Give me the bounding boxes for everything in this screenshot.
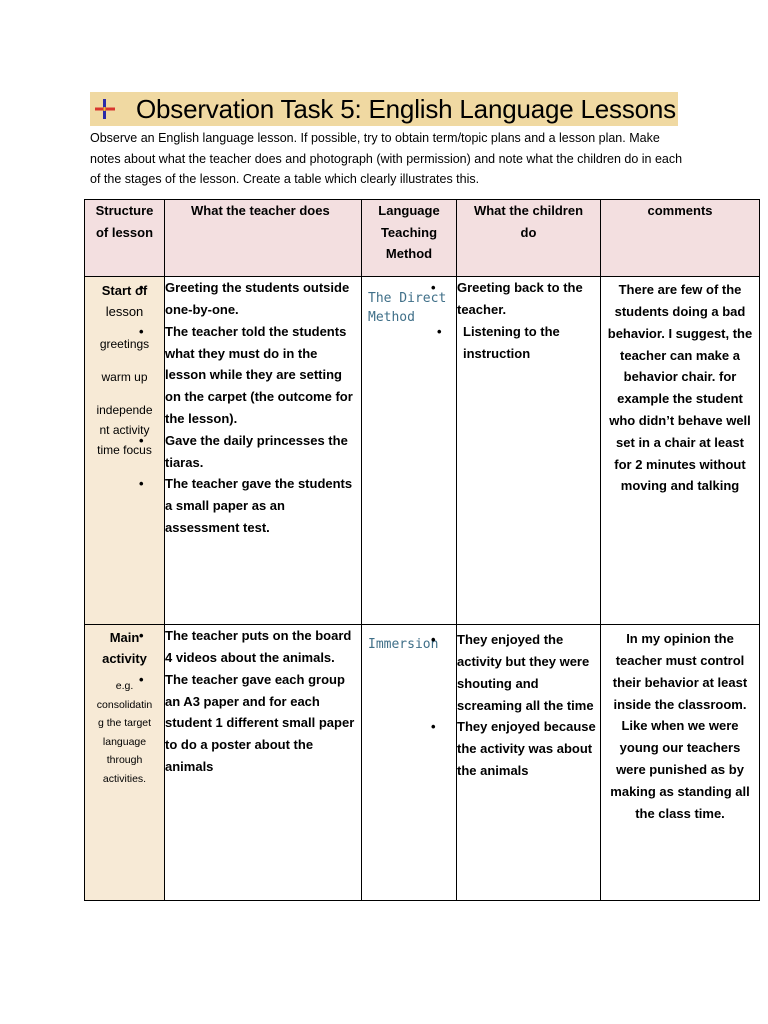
header-children: What the children do [457, 200, 601, 277]
list-item: • Greeting back to the teacher. [457, 277, 600, 321]
list-item: • They enjoyed the activity but they were shouting and screaming all the time [457, 629, 600, 716]
list-item: • Gave the daily princesses the tiaras. [165, 430, 361, 474]
children-cell-start [457, 277, 601, 625]
observation-table [84, 199, 760, 901]
list-item: • Listening to the instruction [463, 321, 600, 365]
header-method: Language Teaching Method [362, 200, 457, 277]
list-item: • The teacher gave each group an A3 paper and for each student 1 different small paper to do a poster about the animals [165, 669, 361, 778]
list-item: • The teacher gave the students a small paper as an assessment test. [165, 473, 361, 538]
children-list-main [457, 625, 600, 782]
comment-cell-start: There are few of the students doing a bad behavior. I suggest, the teacher can make a behavior chair. for example the student who didn’t behave well set in a chair at least for 2 minutes without moving and talking [601, 277, 760, 625]
list-item: • The teacher told the students what they must do in the lesson while they are setting on the carpet (the outcome for the lesson). [165, 321, 361, 430]
teacher-list-start [165, 277, 361, 539]
header-structure: Structure of lesson [85, 200, 165, 277]
header-comments: comments [601, 200, 760, 277]
instructions-paragraph: Observe an English language lesson. If possible, try to obtain term/topic plans and a lesson plan. Make notes about what the teacher does and photograph (with permission) and note what the children do in each of the stages of the lesson. Create a table which clearly illustrates this. [90, 131, 683, 186]
children-cell-main [457, 625, 601, 901]
table-row-start [85, 277, 760, 625]
pin-bullet-icon [94, 98, 116, 120]
list-item: • The teacher puts on the board 4 videos about the animals. [165, 625, 361, 669]
list-item: • They enjoyed because the activity was about the animals [457, 716, 600, 781]
teacher-cell-main [165, 625, 362, 901]
stage-cell-main: Main activity e.g. consolidatin g the target language through activities. [85, 625, 165, 901]
stage-cell-start: Start of lesson greetings warm up independe nt activity time focus [85, 277, 165, 625]
page-title: Observation Task 5: English Language Lessons [136, 94, 676, 124]
teacher-list-main [165, 625, 361, 778]
comment-cell-main: In my opinion the teacher must control their behavior at least inside the classroom. Like when we were young our teachers were punished as by making as standing all the class time. [601, 625, 760, 901]
method-cell-main: Immersion [362, 625, 457, 901]
teacher-cell-start [165, 277, 362, 625]
method-cell-start: The Direct Method [362, 277, 457, 625]
children-list-start [457, 277, 600, 364]
header-teacher: What the teacher does [165, 200, 362, 277]
list-item: • Greeting the students outside one-by-one. [165, 277, 361, 321]
table-header-row [85, 200, 760, 277]
table-row-main [85, 625, 760, 901]
title-bar [90, 92, 678, 126]
